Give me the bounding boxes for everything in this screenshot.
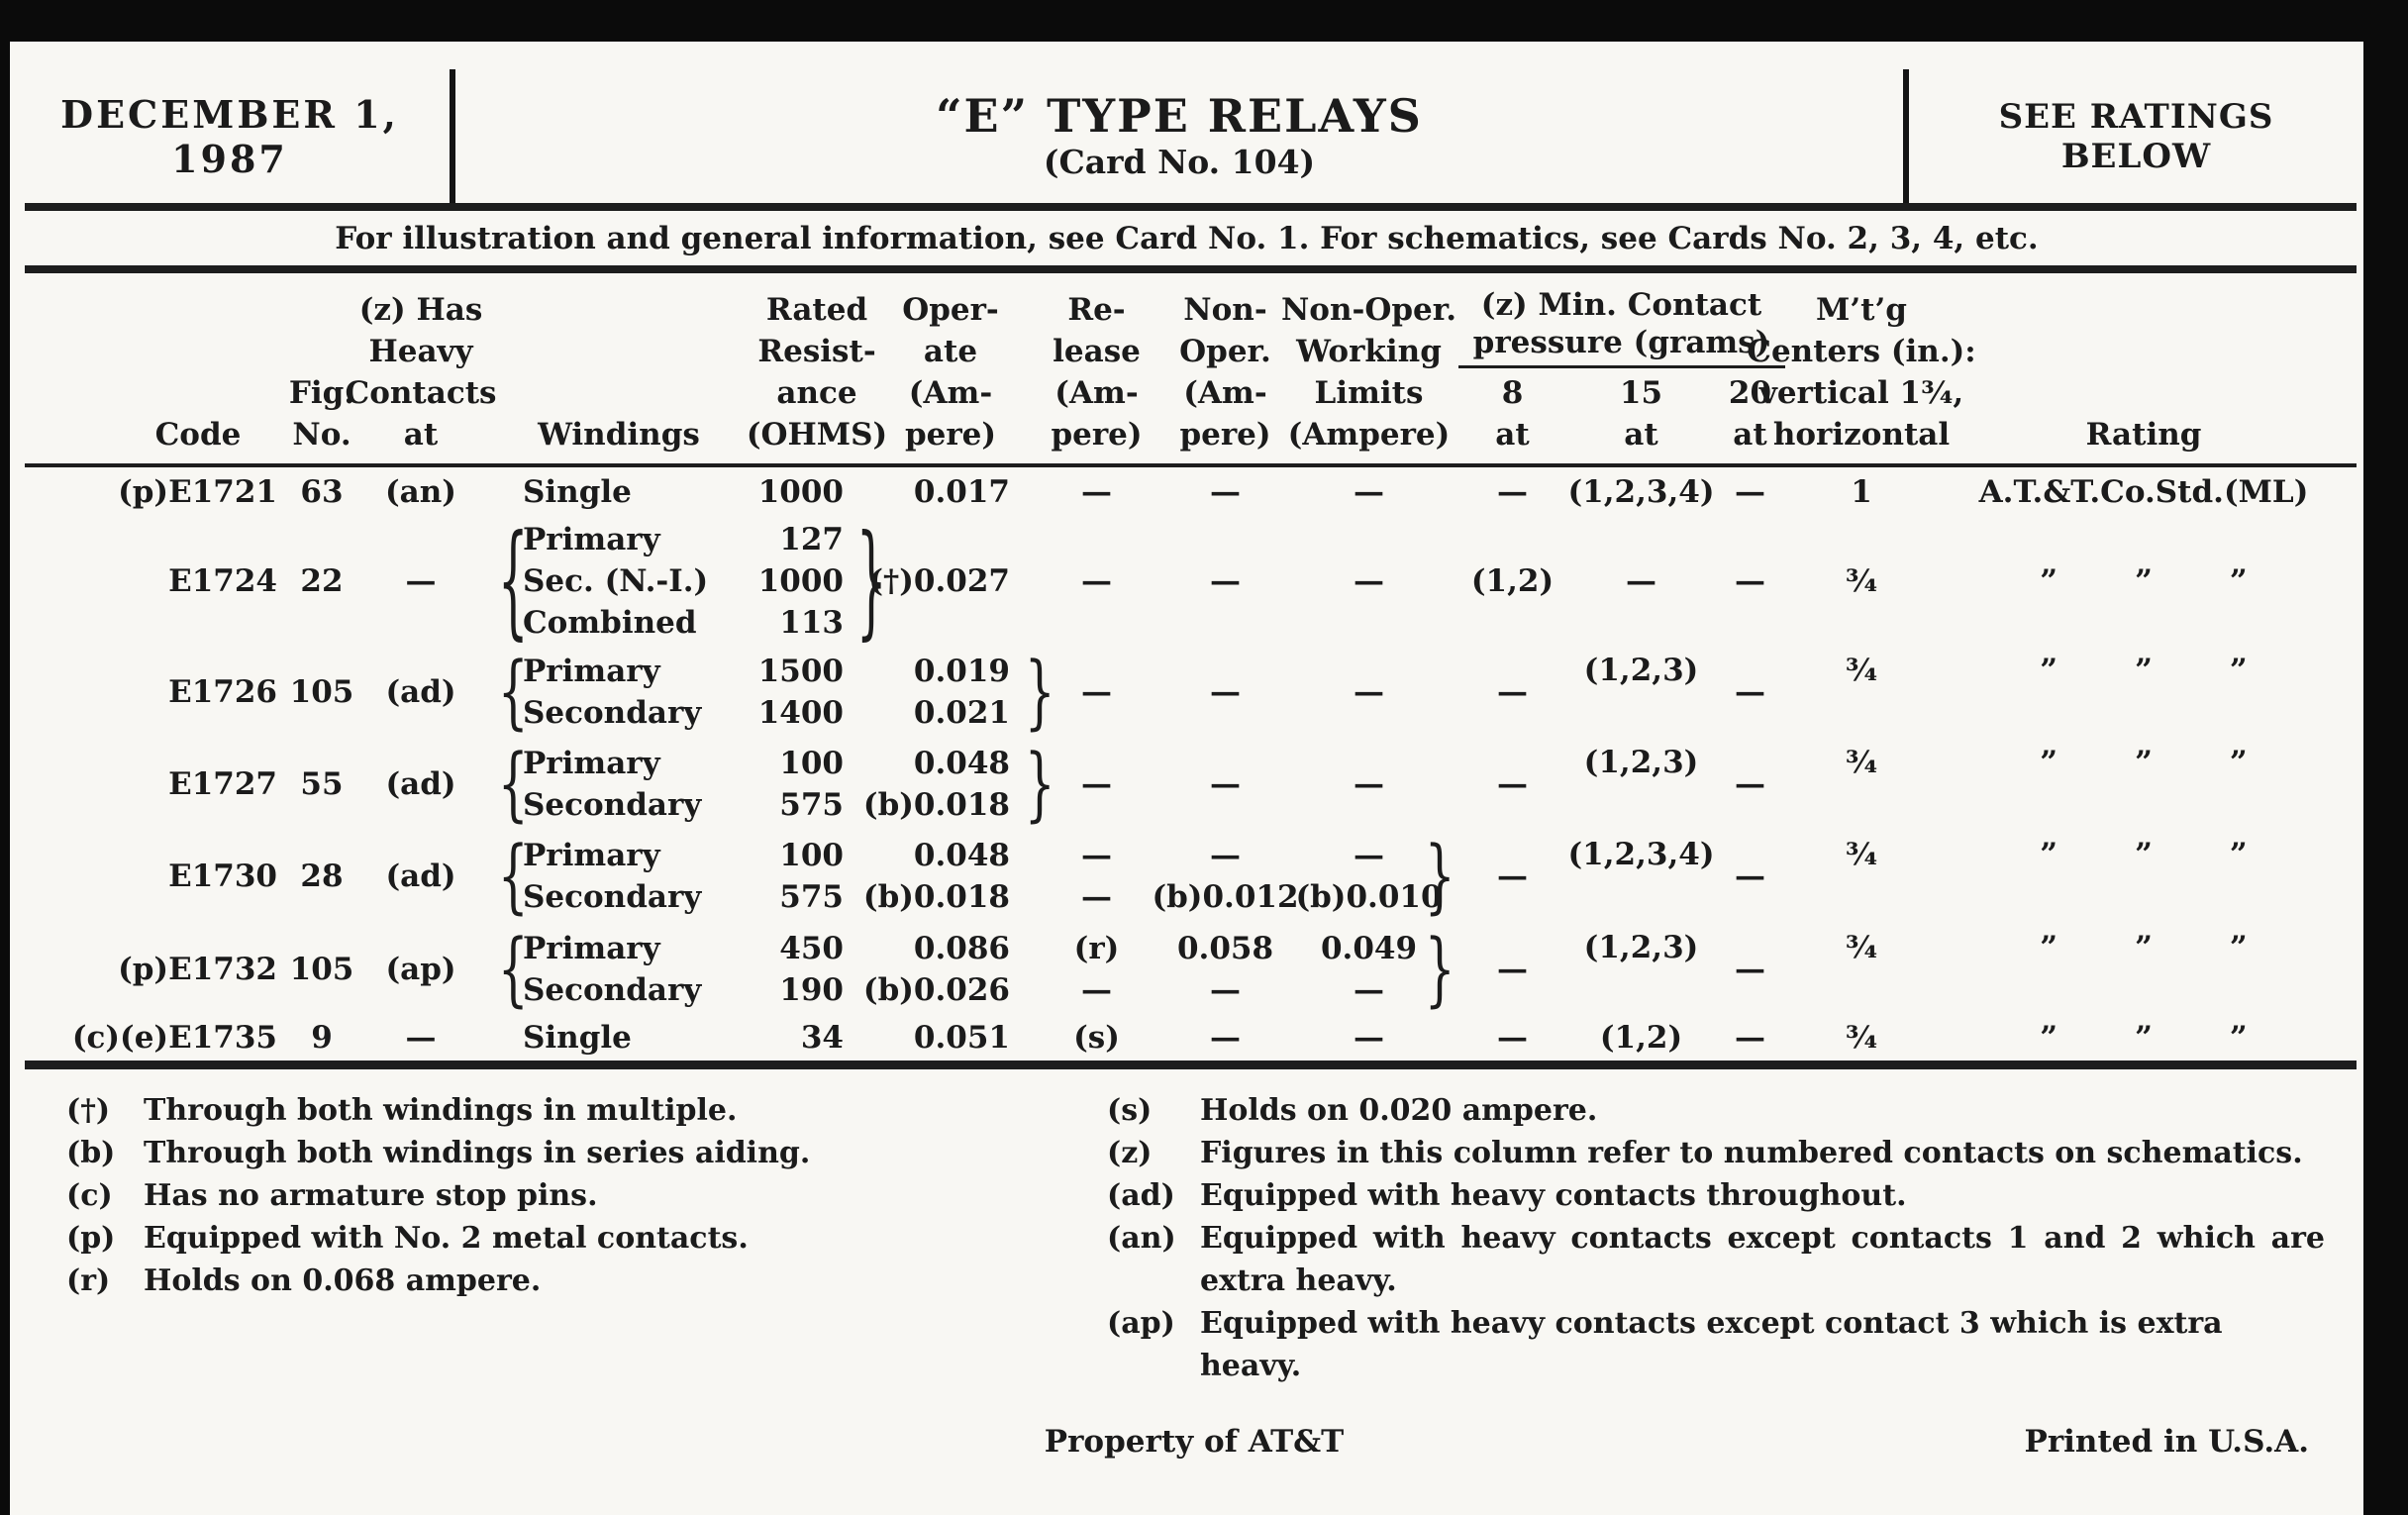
cell-windings: Primary Secondary [523,838,702,915]
cell-release: — [1081,474,1112,510]
property-notice: Property of AT&T [1044,1424,1345,1460]
col-header-release: Re- lease (Am- pere) [1051,292,1143,453]
cell-contacts: — [405,1020,437,1056]
printed-notice: Printed in U.S.A. [2024,1424,2309,1460]
ditto-marks: ” ” ” [2040,930,2248,965]
brace-right-icon: } [1424,829,1455,923]
ratings-note-line2: BELOW [2060,136,2212,176]
cell-operate: 0.019 0.021 [913,653,1010,731]
cell-rating [1931,923,2357,1015]
table-row [25,467,2357,517]
cell-code: E1730 [168,858,277,894]
cell-fig: 105 [289,951,354,987]
col-header-p8: 8 [1501,375,1524,411]
card-number: (Card No. 104) [1043,142,1316,181]
relay-card-page [10,42,2363,1515]
table-row [25,646,2357,738]
cell-p20: — [1735,474,1765,510]
cell-centers: ¾ [1845,745,1878,780]
header-title-cell [455,69,1909,203]
cell-release: (s) [1073,1020,1120,1056]
cell-rating [1931,646,2357,738]
brace-right-icon: } [1024,736,1055,830]
header-ratings-cell [1909,69,2363,203]
cell-rating [1931,1015,2357,1060]
cell-rating [1931,738,2357,830]
cell-rating [1931,830,2357,923]
scan-border-left [0,0,10,1515]
cell-non-oper: — [1210,673,1241,710]
table-row [25,830,2357,923]
cell-windings: Primary Secondary [523,930,702,1008]
footnote: (c) Has no armature stop pins. [66,1178,598,1213]
cell-fig: 55 [300,765,344,802]
cell-p20: — [1735,563,1765,599]
cell-windings: Single [523,474,632,510]
cell-limits: — [1354,563,1384,599]
cell-fig: 9 [311,1020,333,1056]
card-date: DECEMBER 1, 1987 [60,91,399,181]
page-footer [10,1424,2363,1467]
cell-non-oper: — [1210,1020,1241,1056]
footnote: (p) Equipped with No. 2 metal contacts. [66,1221,749,1256]
brace-left-icon: { [497,921,529,1015]
cell-p15: (1,2) [1599,1020,1683,1056]
brace-left-icon: { [497,508,529,653]
ditto-marks: ” ” ” [2040,653,2248,688]
cell-operate: 0.017 [913,474,1010,510]
cell-non-oper: — [1210,765,1241,802]
cell-contacts: — [405,563,437,599]
cell-rating: A.T.&T.Co.Std.(ML) [1978,474,2309,510]
cell-p15: (1,2,3,4) [1567,837,1715,872]
cell-code: (p)E1721 [118,474,277,510]
cell-centers: ¾ [1845,930,1878,965]
cell-contacts: (ad) [385,858,456,894]
cell-limits: — [1354,673,1384,710]
col-header-p20: 20 [1728,375,1772,411]
cell-release: — [1081,563,1112,599]
ditto-marks: ” ” ” [2040,1020,2248,1056]
brace-right-icon: } [1024,644,1055,738]
cell-p20: — [1735,858,1765,894]
cell-p8: — [1497,858,1528,894]
cell-operate: 0.048 (b)0.018 [862,745,1010,823]
cell-limits: 0.049 — [1320,930,1418,1008]
cell-p20: — [1735,951,1765,987]
cell-rating [1931,517,2357,646]
cell-limits: — [1354,1020,1384,1056]
cell-centers: ¾ [1845,563,1878,599]
cell-centers: ¾ [1845,1020,1878,1056]
cell-p20: — [1735,673,1765,710]
footnote: (b) Through both windings in series aiding. [66,1136,811,1170]
col-header-operate: Oper- ate (Am- pere) [902,292,999,453]
scan-border-top [0,0,2408,42]
cell-p20: — [1735,1020,1765,1056]
cell-release: (r) — [1073,930,1120,1008]
scan-border-right [2363,0,2408,1515]
col-header-contacts: (z) Has Heavy Contacts at [345,292,497,453]
cell-non-oper: 0.058 — [1176,930,1274,1008]
cell-windings: Primary Sec. (N.-I.) Combined [523,522,709,641]
cell-resistance: 127 1000 113 [757,522,844,641]
col-header-fig: Fig. No. [288,375,355,453]
cell-operate: (†)0.027 [868,563,1010,599]
cell-non-oper: — (b)0.012 [1152,838,1299,915]
cell-limits: — [1354,765,1384,802]
ratings-note-line1: SEE RATINGS [1998,96,2274,137]
cell-windings: Single [523,1020,632,1056]
cell-non-oper: — [1210,563,1241,599]
col-header-limits: Non-Oper. Working Limits (Ampere) [1280,292,1457,453]
cell-resistance: 34 [800,1020,844,1056]
cell-code: E1726 [168,673,277,710]
cell-limits: — [1354,474,1384,510]
brace-left-icon: { [497,644,529,738]
col-header-windings: Windings [538,417,700,453]
table-row [25,1015,2357,1060]
cell-fig: 63 [300,474,344,510]
cell-resistance: 450 190 [779,930,844,1008]
divider [25,265,2357,273]
cell-windings: Primary Secondary [523,745,702,823]
col-header-rating: Rating [2085,417,2202,453]
cell-p20: — [1735,765,1765,802]
card-header [10,42,2363,203]
cell-p8: (1,2) [1470,563,1555,599]
info-line: For illustration and general information, see Card No. 1. For schematics, see Cards No. 2, 3, 4, etc. [335,220,2039,256]
relay-table [25,467,2357,1060]
footnotes-section [10,1069,2363,1383]
brace-right-icon: } [1424,921,1455,1015]
brace-left-icon: { [497,736,529,830]
cell-resistance: 100 575 [779,838,844,915]
cell-fig: 28 [300,858,344,894]
col-header-pressure-group: (z) Min. Contact pressure (grams) 8 15 20 at at at [1451,273,1792,455]
cell-release: — [1081,673,1112,710]
cell-centers: ¾ [1845,837,1878,872]
ditto-marks: ” ” ” [2040,745,2248,780]
cell-operate: 0.051 [913,1020,1010,1056]
ditto-marks: ” ” ” [2040,563,2248,599]
cell-p15: (1,2,3,4) [1567,474,1715,510]
footnotes-right-column [1107,1089,2325,1387]
ditto-marks: ” ” ” [2040,837,2248,872]
footnote: (ad) Equipped with heavy contacts throughout. [1107,1178,1907,1213]
cell-resistance: 1000 [757,474,844,510]
cell-fig: 105 [289,673,354,710]
footnote: (ap) Equipped with heavy contacts except contact 3 which is extra heavy. [1107,1306,2223,1383]
cell-operate: 0.048 (b)0.018 [862,838,1010,915]
col-header-resistance: Rated Resist- ance (OHMS) [746,292,888,453]
cell-p8: — [1497,673,1528,710]
col-header-non-oper: Non- Oper. (Am- pere) [1179,292,1271,453]
cell-p15: — [1626,563,1656,599]
cell-code: E1727 [168,765,277,802]
col-header-code: Code [154,417,242,453]
footnote: (an) Equipped with heavy contacts except contacts 1 and 2 which are extra heavy. [1107,1221,2325,1298]
cell-release: — — [1081,838,1112,915]
footnote: (z) Figures in this column refer to numbered contacts on schematics. [1107,1136,2303,1170]
cell-contacts: (ap) [385,951,456,987]
col-header-p15: 15 [1619,375,1663,411]
cell-code: (c)(e)E1735 [71,1020,277,1056]
divider [25,203,2357,211]
cell-p8: — [1497,765,1528,802]
footnote: (s) Holds on 0.020 ampere. [1107,1093,1598,1128]
brace-left-icon: { [497,829,529,923]
cell-release: — [1081,765,1112,802]
cell-centers: 1 [1851,474,1872,510]
cell-p8: — [1497,1020,1528,1056]
pressure-group-underline [1458,365,1785,368]
cell-p8: — [1497,474,1528,510]
table-row [25,738,2357,830]
cell-code: E1724 [168,563,277,599]
cell-resistance: 1500 1400 [757,653,844,731]
page-title: “E” TYPE RELAYS [936,88,1423,143]
cell-p8: — [1497,951,1528,987]
table-row [25,508,2357,653]
brace-right-icon: } [855,508,887,653]
cell-p15: (1,2,3) [1583,745,1699,780]
cell-windings: Primary Secondary [523,653,702,731]
table-header [25,273,2357,463]
cell-non-oper: — [1210,474,1241,510]
cell-operate: 0.086 (b)0.026 [862,930,1010,1008]
col-header-centers: M’t’g Centers (in.): vertical 1¾, horizontal [1747,292,1976,453]
cell-limits: — (b)0.010 [1295,838,1443,915]
cell-resistance: 100 575 [779,745,844,823]
footnote: (r) Holds on 0.068 ampere. [66,1263,542,1298]
cell-code: (p)E1732 [118,951,277,987]
footnote: (†) Through both windings in multiple. [66,1093,738,1128]
header-date-cell [10,69,455,203]
footnotes-left-column [66,1089,810,1302]
cell-centers: ¾ [1845,653,1878,688]
cell-contacts: (ad) [385,673,456,710]
table-row [25,923,2357,1015]
cell-contacts: (ad) [385,765,456,802]
cell-fig: 22 [300,563,344,599]
cell-p15: (1,2,3) [1583,653,1699,688]
divider [25,1060,2357,1069]
cell-p15: (1,2,3) [1583,930,1699,965]
cell-contacts: (an) [385,474,456,510]
